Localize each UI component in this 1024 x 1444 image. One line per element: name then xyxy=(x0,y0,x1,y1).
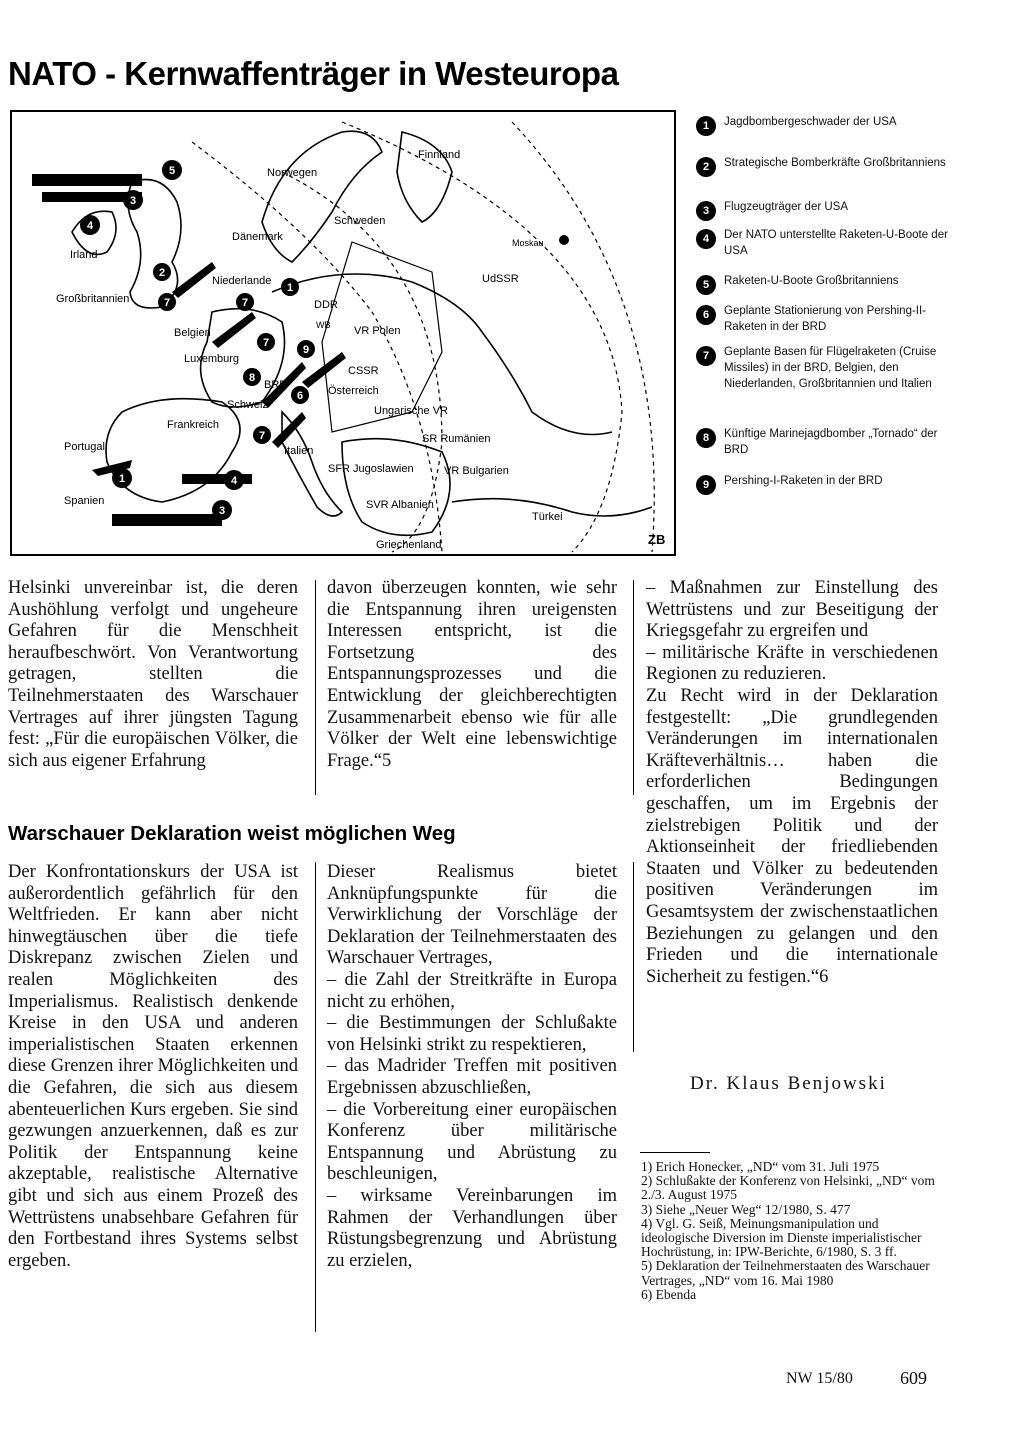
footnotes xyxy=(641,1160,941,1302)
paragraph: Der Konfrontationskurs der USA ist außerordentlich gefährlich für den Weltfrieden. Er kann aber nicht hinwegtäuschen über die tiefe Diskrepanz zwischen Zielen und realen Möglichkeiten des Imperialismus. Realistisch denkende Kreise in den USA und anderen imperialistischen Staaten erkennen diese Grenzen ihrer Möglichkeiten und die Gefahren, die sich aus diesem abenteuerlichen Kurs ergeben. Sie sind gezwungen anzuerkennen, daß es zur Politik der Entspannung keine akzeptable, realistische Alternative gibt und sich aus einem Prozeß des Wettrüstens unabsehbare Gefahren für den Fortbestand ihres Systems selbst ergeben. xyxy=(8,862,298,1271)
range-arc-4 xyxy=(192,142,442,552)
missile-icon xyxy=(272,412,306,448)
legend-text: Geplante Stationierung von Pershing-II-Raketen in der BRD xyxy=(724,305,927,333)
svg-text:3: 3 xyxy=(218,505,226,517)
map-label: Großbritannien xyxy=(56,293,130,305)
carrier-icon xyxy=(32,174,142,186)
map-label: Belgien xyxy=(174,327,211,339)
map-label: Spanien xyxy=(64,495,105,507)
svg-text:7: 7 xyxy=(262,337,270,349)
map-label: Österreich xyxy=(328,385,379,397)
list-item: – wirksame Vereinbarungen im Rahmen der Verhandlungen über Rüstungsbegrenzung und Abrüstung zu erzielen, xyxy=(327,1185,617,1271)
legend-number: 6 xyxy=(696,305,716,325)
svg-text:9: 9 xyxy=(302,344,310,356)
map-label: Griechenland xyxy=(376,539,442,551)
legend-text: Geplante Basen für Flügelraketen (Cruise Missiles) in der BRD, Belgien, den Niederlanden, Großbritannien und Italien xyxy=(724,346,937,390)
journal-issue: NW 15/80 xyxy=(786,1370,853,1387)
column-divider xyxy=(633,862,634,1052)
map-label: Irland xyxy=(70,249,98,261)
paragraph: davon überzeugen konnten, wie sehr die Entspannung ihren ureigensten Interessen entspricht, ist die Fortsetzung des Entspannungsprozesses und die Entwicklung der gleichberechtigten Zusammenarbeit ebenso wie für alle Völker der Welt eine lebenswichtige Frage.“5 xyxy=(327,578,617,771)
legend-number: 5 xyxy=(696,275,716,295)
column-2-top xyxy=(327,578,617,772)
finland-shape xyxy=(397,132,452,222)
svg-text:3: 3 xyxy=(129,195,137,207)
map-label: SR Rumänien xyxy=(422,433,491,445)
map-label: UdSSR xyxy=(482,273,519,285)
footnote: 1) Erich Honecker, „ND“ vom 31. Juli 1975 xyxy=(641,1159,880,1174)
footnote: 4) Vgl. G. Seiß, Meinungsmanipulation und ideologische Diversion im Dienste imperialistischer Hochrüstung, in: IPW-Berichte, 6/1980, S. 3 ff. xyxy=(641,1215,922,1260)
map-label: Schweiz xyxy=(227,399,268,411)
page-title: NATO - Kernwaffenträger in Westeuropa xyxy=(8,55,619,92)
carrier-icon xyxy=(112,514,222,526)
column-divider xyxy=(315,862,316,1332)
list-item: – das Madrider Treffen mit positiven Ergebnissen abzuschließen, xyxy=(327,1056,617,1098)
column-divider xyxy=(315,580,316,795)
footnote-divider xyxy=(640,1152,710,1153)
map-label: Norwegen xyxy=(267,167,318,179)
missile-icon xyxy=(212,312,256,348)
range-arc-3 xyxy=(512,122,654,552)
author: Dr. Klaus Benjowski xyxy=(690,1073,887,1094)
list-item: – die Bestimmungen der Schlußakte von Helsinki strikt zu respektieren, xyxy=(327,1013,617,1055)
map-label: WB xyxy=(316,320,331,330)
carrier-icons xyxy=(32,174,252,526)
legend-number: 8 xyxy=(696,428,716,448)
map-label: BRD xyxy=(264,379,288,391)
legend-text: Jagdbombergeschwader der USA xyxy=(724,116,897,128)
column-divider xyxy=(633,580,634,795)
map-label: VR Polen xyxy=(354,325,401,337)
svg-text:1: 1 xyxy=(286,282,294,294)
footnote: 6) Ebenda xyxy=(641,1286,697,1302)
map-label: Niederlande xyxy=(212,275,272,287)
map-label: Dänemark xyxy=(232,231,283,243)
moskau-dot xyxy=(559,235,569,245)
svg-text:2: 2 xyxy=(158,267,166,279)
pershing-sector xyxy=(322,242,442,432)
list-item: – die Zahl der Streitkräfte in Europa nicht zu erhöhen, xyxy=(327,969,617,1012)
map-label: CSSR xyxy=(348,365,379,377)
svg-text:7: 7 xyxy=(241,297,249,309)
map-label: Portugal xyxy=(64,441,105,453)
map-label: Finnland xyxy=(418,149,461,161)
list-item: – die Vorbereitung einer europäischen Konferenz über militärische Entspannung und Abrüstung zu beschleunigen, xyxy=(327,1099,617,1185)
europe-map xyxy=(10,110,676,556)
map-label: Türkei xyxy=(532,511,563,523)
legend-text: Pershing-I-Raketen in der BRD xyxy=(724,475,883,487)
page-number: 609 xyxy=(900,1368,927,1388)
map-signature: ZB xyxy=(648,532,666,547)
list-item: – Maßnahmen zur Einstellung des Wettrüstens und zur Beseitigung der Kriegsgefahr zu ergreifen und xyxy=(646,578,938,642)
svg-text:1: 1 xyxy=(118,473,126,485)
map-label: SFR Jugoslawien xyxy=(328,463,414,475)
legend-number: 7 xyxy=(696,346,716,366)
column-3 xyxy=(646,578,938,988)
map-label: Moskau xyxy=(512,238,544,248)
footnote: 2) Schlußakte der Konferenz von Helsinki, „ND“ vom 2./3. August 1975 xyxy=(641,1173,935,1203)
svg-text:6: 6 xyxy=(296,390,304,402)
map-label: Frankreich xyxy=(167,419,219,431)
section-heading: Warschauer Deklaration weist möglichen Weg xyxy=(8,822,456,845)
svg-text:8: 8 xyxy=(248,372,256,384)
svg-text:5: 5 xyxy=(168,165,176,177)
map-label: VR Bulgarien xyxy=(444,465,509,477)
legend-number: 4 xyxy=(696,229,716,249)
aircraft-icon xyxy=(172,262,216,298)
legend-text: Raketen-U-Boote Großbritanniens xyxy=(724,275,899,287)
range-arc-2 xyxy=(342,122,622,552)
legend-text: Künftige Marinejagdbomber „Tornado“ der BRD xyxy=(724,428,938,456)
legend-number: 9 xyxy=(696,475,716,495)
column-1-top xyxy=(8,578,298,772)
legend-number: 2 xyxy=(696,157,716,177)
legend-number: 3 xyxy=(696,201,716,221)
footnote: 5) Deklaration der Teilnehmerstaaten des Warschauer Vertrages, „ND“ vom 16. Mai 1980 xyxy=(641,1258,930,1288)
paragraph: Helsinki unvereinbar ist, die deren Aushöhlung verfolgt und ungeheure Gefahren für die Menschheit heraufbeschwört. Von Verantwortung getragen, stellten die Teilnehmerstaaten des Warschauer Vertrages auf ihrer jüngsten Tagung fest: „Für die europäischen Völker, die sich aus eigener Erfahrung xyxy=(8,578,298,771)
map-label: Ungarische VR xyxy=(374,405,448,417)
range-arc-1 xyxy=(282,172,442,552)
column-2-bottom xyxy=(327,862,617,1272)
map-label: Italien xyxy=(284,445,314,457)
map-drawing xyxy=(12,112,674,554)
paragraph: Zu Recht wird in der Deklaration festgestellt: „Die grundlegenden Veränderungen im internationalen Kräfteverhältnis… haben die erforderlichen Bedingungen geschaffen, um im Ergebnis der zielstrebigen Politik und der Aktionseinheit der friedliebenden Staaten und Völker zu bedeutenden positiven Veränderungen im Gesamtsystem der zwischenstaatlichen Beziehungen zu gelangen und den Frieden und die internationale Sicherheit zu festigen.“6 xyxy=(646,685,938,987)
map-label: Schweden xyxy=(334,215,386,227)
paragraph: Dieser Realismus bietet Anknüpfungspunkte für die Verwirklichung der Vorschläge der Deklaration der Teilnehmerstaaten des Warschauer Vertrages, xyxy=(327,862,617,969)
list-item: – militärische Kräfte in verschiedenen Regionen zu reduzieren. xyxy=(646,642,938,685)
legend-text: Strategische Bomberkräfte Großbritanniens xyxy=(724,157,946,169)
column-1-bottom xyxy=(8,862,298,1272)
svg-text:7: 7 xyxy=(163,297,171,309)
svg-text:7: 7 xyxy=(258,430,266,442)
legend-text: Flugzeugträger der USA xyxy=(724,201,849,213)
map-label: DDR xyxy=(314,299,338,311)
map-label: Luxemburg xyxy=(184,353,240,365)
map-label: SVR Albanien xyxy=(366,499,434,511)
legend-text: Der NATO unterstellte Raketen-U-Boote der USA xyxy=(724,229,948,257)
legend-number: 1 xyxy=(696,116,716,136)
svg-text:4: 4 xyxy=(86,220,94,232)
svg-text:4: 4 xyxy=(230,475,238,487)
footnote: 3) Siehe „Neuer Weg“ 12/1980, S. 477 xyxy=(641,1201,851,1217)
